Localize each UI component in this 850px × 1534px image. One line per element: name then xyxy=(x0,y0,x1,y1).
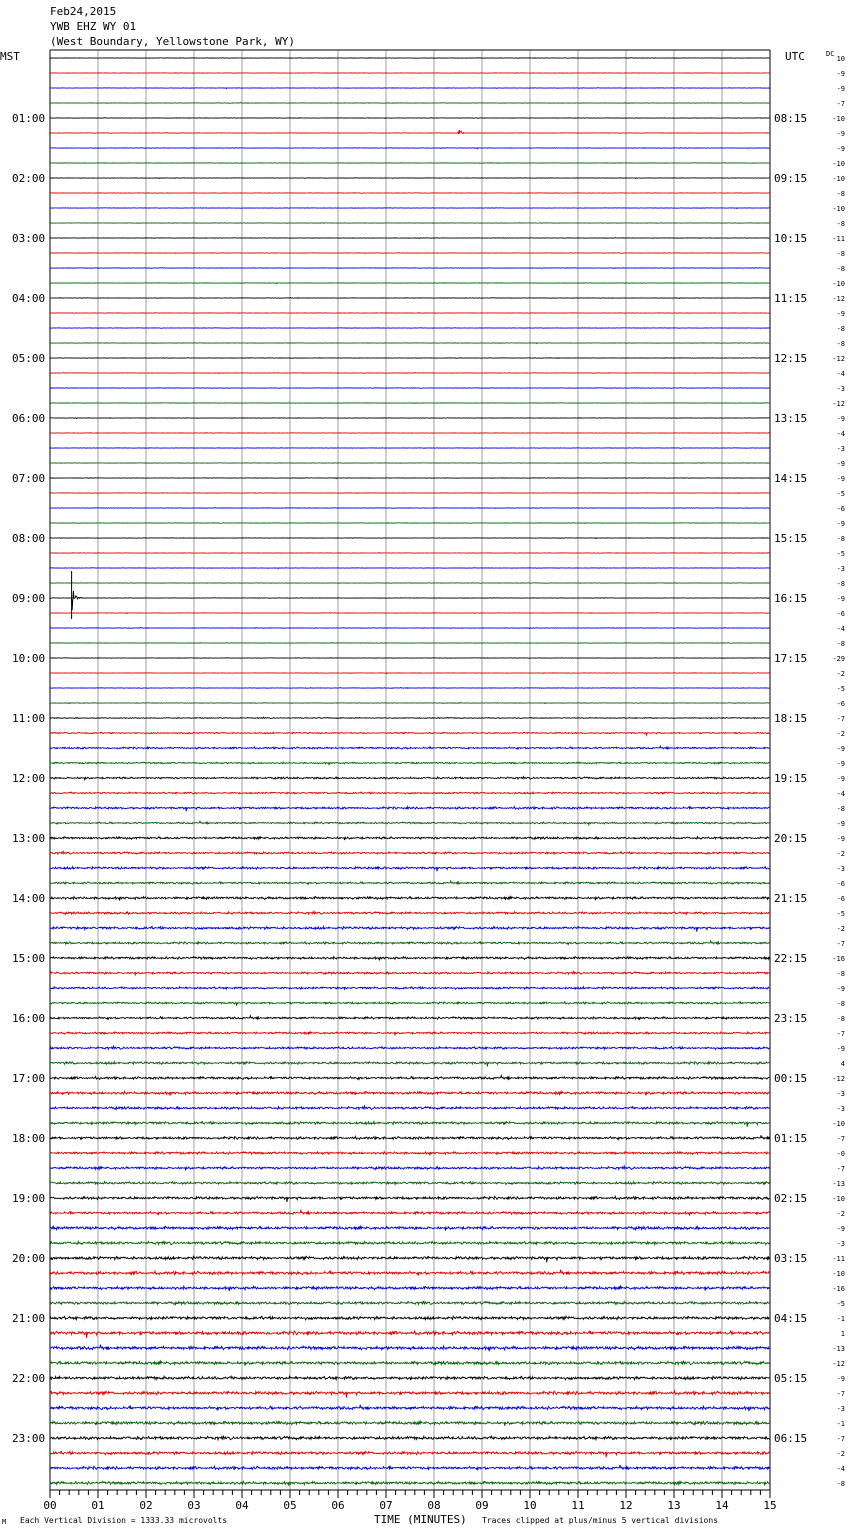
record-date: Feb24,2015 xyxy=(50,5,117,18)
dc-offset-value: -9 xyxy=(836,85,845,93)
dc-offset-value: -29 xyxy=(832,655,845,663)
x-tick-label: 13 xyxy=(667,1499,681,1512)
dc-offset-value: -12 xyxy=(832,1075,845,1083)
trace-row xyxy=(50,881,769,884)
dc-offset-value: -3 xyxy=(836,1405,845,1413)
corner-mark: M xyxy=(2,1518,7,1526)
trace-row xyxy=(50,703,769,704)
dc-offset-value: -3 xyxy=(836,865,845,873)
hour-label-left: 09:00 xyxy=(12,592,46,605)
dc-offset-value: -9 xyxy=(836,415,845,423)
hour-label-right: 18:15 xyxy=(774,712,808,725)
trace-row xyxy=(50,1075,769,1079)
dc-offset-value: -2 xyxy=(836,925,845,933)
hour-label-right: 06:15 xyxy=(774,1432,808,1445)
trace-row xyxy=(50,88,769,89)
dc-offset-value: -5 xyxy=(836,910,845,918)
dc-offset-value: -12 xyxy=(832,400,845,408)
hour-label-right: 01:15 xyxy=(774,1132,808,1145)
dc-offset-value: -4 xyxy=(836,790,845,798)
dc-offset-value: -7 xyxy=(836,100,845,108)
dc-offset-value: -9 xyxy=(836,820,845,828)
dc-offset-value: -4 xyxy=(836,430,845,438)
trace-row xyxy=(50,298,769,299)
dc-offset-value: 1 xyxy=(840,1330,845,1338)
x-tick-label: 10 xyxy=(523,1499,537,1512)
hour-label-left: 10:00 xyxy=(12,652,46,665)
hour-label-left: 16:00 xyxy=(12,1012,46,1025)
trace-row xyxy=(50,1361,769,1366)
trace-row xyxy=(50,58,769,59)
dc-offset-value: -8 xyxy=(836,970,845,978)
dc-offset-value: -3 xyxy=(836,1240,845,1248)
hour-label-left: 21:00 xyxy=(12,1312,46,1325)
trace-row xyxy=(50,1002,769,1006)
dc-offset-value: -8 xyxy=(836,340,845,348)
trace-row xyxy=(50,628,769,629)
dc-offset-value: -7 xyxy=(836,1165,845,1173)
trace-row xyxy=(50,238,769,239)
trace-row xyxy=(50,433,769,434)
trace-row xyxy=(50,957,769,961)
trace-row xyxy=(50,553,769,554)
trace-row xyxy=(50,971,769,974)
dc-offset-value: -9 xyxy=(836,1375,845,1383)
hour-label-right: 10:15 xyxy=(774,232,808,245)
trace-row xyxy=(50,478,769,479)
trace-row xyxy=(50,403,769,404)
trace-row xyxy=(50,1166,769,1170)
dc-offset-value: -2 xyxy=(836,850,845,858)
trace-row xyxy=(50,463,769,464)
trace-row xyxy=(50,418,769,419)
trace-row xyxy=(50,583,769,584)
trace-row xyxy=(50,658,769,659)
trace-row xyxy=(50,1286,769,1291)
dc-offset-value: -10 xyxy=(832,175,845,183)
dc-offset-value: -1 xyxy=(836,1315,845,1323)
dc-offset-value: -10 xyxy=(832,205,845,213)
dc-offset-value: 10 xyxy=(836,55,845,63)
dc-offset-value: -9 xyxy=(836,1225,845,1233)
trace-row xyxy=(50,193,769,194)
left-timezone-label: MST xyxy=(0,50,20,63)
station-location: (West Boundary, Yellowstone Park, WY) xyxy=(50,35,296,48)
dc-offset-value: -8 xyxy=(836,805,845,813)
dc-offset-value: -9 xyxy=(836,310,845,318)
hour-label-right: 12:15 xyxy=(774,352,808,365)
trace-row xyxy=(50,223,769,224)
trace-row xyxy=(50,388,769,389)
hour-label-right: 19:15 xyxy=(774,772,808,785)
trace-row xyxy=(50,762,769,765)
dc-offset-value: -8 xyxy=(836,265,845,273)
dc-offset-value: -2 xyxy=(836,730,845,738)
dc-offset-value: -2 xyxy=(836,670,845,678)
trace-row xyxy=(50,1032,769,1035)
hour-label-right: 16:15 xyxy=(774,592,808,605)
x-tick-label: 06 xyxy=(331,1499,345,1512)
dc-offset-value: -8 xyxy=(836,580,845,588)
trace-row xyxy=(50,313,769,314)
hour-label-right: 03:15 xyxy=(774,1252,808,1265)
dc-offset-value: -9 xyxy=(836,460,845,468)
trace-row xyxy=(50,1226,769,1230)
trace-row xyxy=(50,911,769,914)
dc-offset-value: -4 xyxy=(836,370,845,378)
trace-row xyxy=(50,1405,769,1411)
trace-row xyxy=(50,283,769,284)
trace-row xyxy=(50,1182,769,1185)
hour-label-right: 09:15 xyxy=(774,172,808,185)
dc-offset-value: -8 xyxy=(836,640,845,648)
trace-row xyxy=(50,328,769,329)
trace-row xyxy=(50,523,769,524)
dc-offset-value: -8 xyxy=(836,535,845,543)
right-timezone-label: UTC xyxy=(785,50,805,63)
hour-label-left: 08:00 xyxy=(12,532,46,545)
dc-offset-value: -6 xyxy=(836,610,845,618)
trace-row xyxy=(50,867,769,872)
dc-offset-value: -6 xyxy=(836,895,845,903)
x-tick-label: 01 xyxy=(91,1499,105,1512)
dc-offset-value: -10 xyxy=(832,115,845,123)
trace-row xyxy=(50,1331,769,1338)
trace-row xyxy=(50,253,769,254)
dc-offset-value: -3 xyxy=(836,385,845,393)
dc-offset-value: 4 xyxy=(840,1060,845,1068)
trace-row xyxy=(50,1421,769,1426)
hour-label-left: 11:00 xyxy=(12,712,46,725)
hour-label-left: 06:00 xyxy=(12,412,46,425)
dc-offset-value: -9 xyxy=(836,745,845,753)
trace-row xyxy=(50,851,769,854)
dc-offset-value: -2 xyxy=(836,1210,845,1218)
x-tick-label: 04 xyxy=(235,1499,249,1512)
dc-offset-value: -10 xyxy=(832,1270,845,1278)
trace-row xyxy=(50,1135,769,1139)
trace-row xyxy=(50,1451,769,1457)
trace-row xyxy=(50,568,769,569)
dc-offset-value: -3 xyxy=(836,1090,845,1098)
hour-label-left: 22:00 xyxy=(12,1372,46,1385)
dc-offset-value: -9 xyxy=(836,145,845,153)
trace-row xyxy=(50,448,769,449)
dc-offset-value: -10 xyxy=(832,1120,845,1128)
dc-offset-value: -13 xyxy=(832,1180,845,1188)
dc-offset-value: -11 xyxy=(832,1255,845,1263)
dc-offset-value: -8 xyxy=(836,1015,845,1023)
dc-offset-value: -8 xyxy=(836,325,845,333)
trace-row xyxy=(50,163,769,164)
hour-label-right: 21:15 xyxy=(774,892,808,905)
trace-row xyxy=(50,178,769,179)
hour-label-left: 17:00 xyxy=(12,1072,46,1085)
dc-offset-value: -5 xyxy=(836,550,845,558)
trace-row xyxy=(50,358,769,359)
trace-row xyxy=(50,373,769,374)
x-tick-label: 08 xyxy=(427,1499,441,1512)
dc-offset-value: -2 xyxy=(836,1450,845,1458)
trace-row xyxy=(50,591,769,610)
hour-label-left: 15:00 xyxy=(12,952,46,965)
trace-row xyxy=(50,1270,769,1275)
dc-offset-value: -6 xyxy=(836,700,845,708)
dc-offset-value: -5 xyxy=(836,1300,845,1308)
trace-row xyxy=(50,821,769,825)
hour-label-left: 03:00 xyxy=(12,232,46,245)
hour-label-right: 05:15 xyxy=(774,1372,808,1385)
trace-row xyxy=(50,1062,769,1067)
trace-row xyxy=(50,118,769,119)
hour-label-right: 04:15 xyxy=(774,1312,808,1325)
dc-offset-value: -5 xyxy=(836,685,845,693)
x-tick-label: 15 xyxy=(763,1499,777,1512)
trace-row xyxy=(50,732,769,735)
dc-offset-value: -11 xyxy=(832,235,845,243)
trace-row xyxy=(50,1481,769,1486)
x-axis-label: TIME (MINUTES) xyxy=(374,1513,467,1526)
hour-label-left: 13:00 xyxy=(12,832,46,845)
dc-offset-value: -1 xyxy=(836,1420,845,1428)
trace-row xyxy=(50,1256,769,1262)
hour-label-right: 00:15 xyxy=(774,1072,808,1085)
dc-offset-value: -4 xyxy=(836,1465,845,1473)
x-tick-label: 02 xyxy=(139,1499,153,1512)
trace-row xyxy=(50,673,769,674)
hour-label-right: 02:15 xyxy=(774,1192,808,1205)
hour-label-right: 13:15 xyxy=(774,412,808,425)
dc-offset-value: -7 xyxy=(836,715,845,723)
dc-offset-value: -12 xyxy=(832,295,845,303)
hour-label-left: 14:00 xyxy=(12,892,46,905)
dc-offset-value: -16 xyxy=(832,955,845,963)
dc-offset-value: -7 xyxy=(836,1135,845,1143)
dc-offset-value: -12 xyxy=(832,1360,845,1368)
x-tick-label: 00 xyxy=(43,1499,57,1512)
trace-row xyxy=(50,343,769,344)
dc-offset-value: -8 xyxy=(836,1000,845,1008)
dc-offset-value: -3 xyxy=(836,1105,845,1113)
trace-row xyxy=(50,268,769,269)
trace-row xyxy=(50,1391,769,1398)
dc-offset-value: -4 xyxy=(836,625,845,633)
hour-label-right: 17:15 xyxy=(774,652,808,665)
trace-row xyxy=(50,508,769,509)
trace-row xyxy=(50,73,769,74)
hour-label-left: 01:00 xyxy=(12,112,46,125)
trace-row xyxy=(50,148,769,149)
dc-offset-value: -10 xyxy=(832,160,845,168)
x-tick-label: 09 xyxy=(475,1499,489,1512)
trace-row xyxy=(50,1210,769,1215)
hour-label-right: 08:15 xyxy=(774,112,808,125)
trace-row xyxy=(50,746,769,749)
hour-label-left: 07:00 xyxy=(12,472,46,485)
trace-row xyxy=(50,1436,769,1440)
trace-row xyxy=(50,1196,769,1202)
dc-offset-value: -7 xyxy=(836,1030,845,1038)
hour-label-right: 14:15 xyxy=(774,472,808,485)
dc-offset-value: -9 xyxy=(836,985,845,993)
trace-row xyxy=(50,1301,769,1305)
clip-note: Traces clipped at plus/minus 5 vertical divisions xyxy=(482,1516,719,1525)
trace-row xyxy=(50,1016,769,1021)
trace-row xyxy=(50,103,769,104)
dc-offset-value: -9 xyxy=(836,70,845,78)
trace-row xyxy=(50,208,769,209)
dc-offset-header: DC xyxy=(826,50,835,58)
trace-row xyxy=(50,1465,769,1470)
dc-offset-value: -9 xyxy=(836,520,845,528)
dc-offset-value: -10 xyxy=(832,1195,845,1203)
vertical-scale-note: Each Vertical Division = 1333.33 microvolts xyxy=(20,1516,228,1525)
dc-offset-value: -8 xyxy=(836,1480,845,1488)
trace-row xyxy=(50,1046,769,1049)
dc-offset-value: -3 xyxy=(836,445,845,453)
hour-label-left: 20:00 xyxy=(12,1252,46,1265)
hour-label-left: 02:00 xyxy=(12,172,46,185)
hour-label-right: 15:15 xyxy=(774,532,808,545)
dc-offset-value: -9 xyxy=(836,130,845,138)
hour-label-left: 19:00 xyxy=(12,1192,46,1205)
dc-offset-value: -9 xyxy=(836,475,845,483)
dc-offset-value: -6 xyxy=(836,880,845,888)
dc-offset-value: -8 xyxy=(836,220,845,228)
trace-row xyxy=(50,1241,769,1245)
station-code: YWB EHZ WY 01 xyxy=(50,20,137,33)
trace-row xyxy=(50,926,769,931)
dc-offset-value: -9 xyxy=(836,1045,845,1053)
dc-offset-value: -9 xyxy=(836,760,845,768)
dc-offset-value: -8 xyxy=(836,190,845,198)
dc-offset-value: -9 xyxy=(836,595,845,603)
trace-row xyxy=(50,493,769,494)
trace-row xyxy=(50,1091,769,1095)
trace-row xyxy=(50,1106,769,1109)
dc-offset-value: -13 xyxy=(832,1345,845,1353)
dc-offset-value: -16 xyxy=(832,1285,845,1293)
trace-row xyxy=(50,1152,769,1156)
x-tick-label: 03 xyxy=(187,1499,201,1512)
x-tick-label: 14 xyxy=(715,1499,729,1512)
trace-row xyxy=(50,613,769,614)
dc-offset-value: -10 xyxy=(832,280,845,288)
hour-label-left: 12:00 xyxy=(12,772,46,785)
dc-offset-value: -12 xyxy=(832,355,845,363)
dc-offset-value: -8 xyxy=(836,250,845,258)
trace-row xyxy=(50,1316,769,1320)
x-tick-label: 12 xyxy=(619,1499,633,1512)
trace-row xyxy=(50,687,769,688)
trace-row xyxy=(50,130,769,134)
dc-offset-value: -5 xyxy=(836,490,845,498)
trace-row xyxy=(50,837,769,840)
trace-row xyxy=(50,987,769,990)
hour-label-left: 05:00 xyxy=(12,352,46,365)
trace-row xyxy=(50,941,769,945)
x-tick-label: 11 xyxy=(571,1499,585,1512)
trace-row xyxy=(50,792,769,794)
dc-offset-value: -7 xyxy=(836,940,845,948)
hour-label-left: 04:00 xyxy=(12,292,46,305)
hour-label-left: 18:00 xyxy=(12,1132,46,1145)
trace-row xyxy=(50,717,769,718)
hour-label-left: 23:00 xyxy=(12,1432,46,1445)
dc-offset-value: -0 xyxy=(836,1150,845,1158)
trace-row xyxy=(50,1376,769,1380)
dc-offset-value: -7 xyxy=(836,1435,845,1443)
dc-offset-value: -6 xyxy=(836,505,845,513)
trace-row xyxy=(50,643,769,644)
x-tick-label: 05 xyxy=(283,1499,297,1512)
trace-row xyxy=(50,777,769,780)
dc-offset-value: -9 xyxy=(836,835,845,843)
hour-label-right: 22:15 xyxy=(774,952,808,965)
trace-row xyxy=(50,1345,769,1352)
trace-row xyxy=(50,1121,769,1126)
hour-label-right: 23:15 xyxy=(774,1012,808,1025)
hour-label-right: 20:15 xyxy=(774,832,808,845)
hour-label-right: 11:15 xyxy=(774,292,808,305)
dc-offset-value: -3 xyxy=(836,565,845,573)
x-tick-label: 07 xyxy=(379,1499,393,1512)
trace-row xyxy=(50,538,769,539)
trace-row xyxy=(50,807,769,812)
trace-row xyxy=(50,897,769,901)
dc-offset-value: -9 xyxy=(836,775,845,783)
dc-offset-value: -7 xyxy=(836,1390,845,1398)
